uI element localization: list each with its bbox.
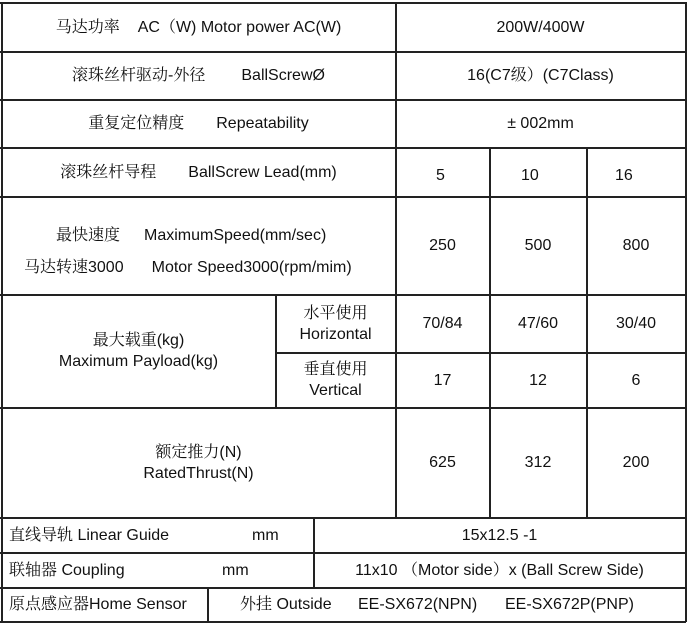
payload-horizontal-value-2: 47/60 (517, 315, 559, 332)
motor-power-label-en: AC（W) Motor power AC(W) (137, 18, 342, 36)
max-speed-label-cn: 最快速度 (56, 226, 121, 244)
ballscrew-diameter-label-en: BallScrewØ (241, 67, 325, 84)
thrust-label (2, 408, 395, 517)
payload-horizontal-value-1: 70/84 (422, 315, 463, 332)
payload-vertical-value-2: 12 (529, 371, 547, 389)
thrust-label-en: RatedThrust(N) (143, 464, 254, 482)
ballscrew-diameter-label (2, 52, 395, 99)
thrust-value-2: 312 (524, 454, 552, 471)
payload-vertical-value-1: 17 (433, 371, 452, 389)
rule (685, 2, 687, 622)
motor-power-value: 200W/400W (496, 18, 585, 36)
max-speed-label-en: MaximumSpeed(mm/sec) (144, 226, 327, 244)
repeatability-label-en: Repeatability (216, 115, 309, 132)
home-sensor-pnp: EE-SX672P(PNP) (505, 596, 634, 613)
repeatability-value: ± 002mm (507, 115, 574, 132)
motor-speed-label-cn: 马达转速3000 (24, 258, 124, 276)
thrust-label-cn: 额定推力(N) (155, 443, 242, 461)
max-speed-value-2: 500 (524, 237, 552, 254)
thrust-value-3: 200 (622, 454, 650, 471)
lead-label (2, 148, 395, 196)
motor-speed-label (24, 256, 395, 278)
ballscrew-diameter-label-cn: 滚珠丝杆驱动-外径 (72, 67, 206, 84)
payload-vertical-value-3: 6 (631, 371, 641, 389)
max-speed-value-3: 800 (622, 237, 650, 254)
repeatability-label-cn: 重复定位精度 (88, 115, 185, 132)
coupling-value: 11x10 （Motor side）x (Ball Screw Side) (355, 561, 644, 579)
linear-guide-unit: mm (252, 526, 279, 544)
lead-value-2: 10 (521, 166, 539, 184)
home-sensor-npn: EE-SX672(NPN) (358, 596, 478, 613)
home-sensor-label: 原点感应器Home Sensor (9, 596, 187, 613)
thrust-value-1: 625 (429, 454, 456, 471)
coupling-label: 联轴器 Coupling (9, 561, 125, 579)
motor-power-label (2, 3, 395, 51)
lead-label-cn: 滚珠丝杆导程 (60, 163, 157, 181)
rule (207, 587, 209, 622)
payload-label-en: Maximum Payload(kg) (58, 353, 219, 370)
ballscrew-diameter-value: 16(C7级）(C7Class) (467, 67, 614, 84)
payload-horizontal-label (276, 295, 395, 352)
max-speed-value-1: 250 (429, 237, 456, 254)
payload-label-cn: 最大载重(kg) (92, 332, 185, 349)
rule (0, 621, 686, 623)
payload-horizontal-value-3: 30/40 (615, 315, 657, 332)
lead-value-3: 16 (615, 166, 633, 184)
linear-guide-value: 15x12.5 -1 (461, 526, 538, 544)
payload-horizontal-cn: 水平使用 (303, 304, 368, 322)
lead-label-en: BallScrew Lead(mm) (188, 163, 337, 181)
motor-speed-label-en: Motor Speed3000(rpm/mim) (151, 258, 352, 276)
payload-horizontal-en: Horizontal (299, 325, 372, 343)
max-speed-label (56, 224, 395, 246)
payload-vertical-en: Vertical (309, 382, 362, 399)
repeatability-label (2, 100, 395, 147)
lead-value-1: 5 (436, 166, 445, 184)
coupling-unit: mm (222, 561, 249, 579)
motor-power-label-cn: 马达功率 (55, 18, 120, 36)
payload-label (2, 295, 275, 407)
payload-vertical-cn: 垂直使用 (303, 361, 368, 378)
linear-guide-label: 直线导轨 Linear Guide (9, 526, 170, 544)
payload-vertical-label (276, 353, 395, 407)
home-sensor-mount: 外挂 Outside (240, 596, 332, 613)
